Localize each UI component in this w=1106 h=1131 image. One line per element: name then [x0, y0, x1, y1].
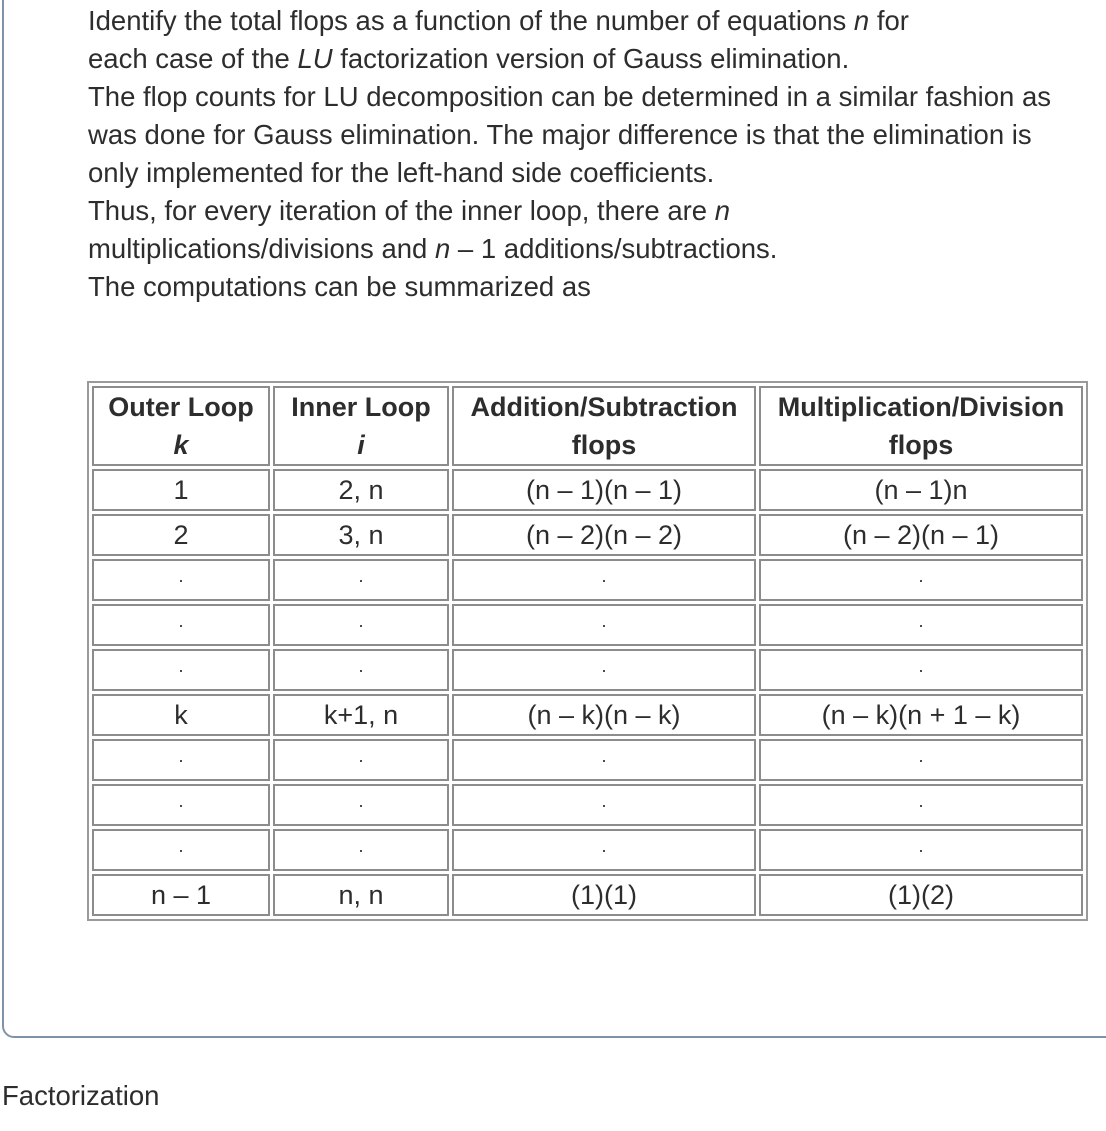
table-row [92, 874, 1083, 916]
question-line2: each case of the [88, 43, 298, 74]
table-cell: · [92, 649, 270, 691]
table-cell: · [92, 739, 270, 781]
table-cell: 2 [92, 514, 270, 556]
table-cell: 2, n [273, 469, 449, 511]
table-row [92, 784, 1083, 826]
var-n: n [434, 233, 451, 264]
table-cell: · [273, 604, 449, 646]
table-cell: · [273, 829, 449, 871]
question-line2-end: factorization version of Gauss elimination. [332, 43, 850, 74]
table-cell: (n – 1)(n – 1) [452, 469, 756, 511]
table-cell: · [759, 739, 1083, 781]
section-label: Factorization [2, 1080, 160, 1111]
table-cell: · [273, 784, 449, 826]
table-cell: · [452, 784, 756, 826]
flops-table [87, 381, 1088, 921]
header-outer-loop: Outer Loop k [92, 386, 270, 466]
table-cell: · [759, 784, 1083, 826]
table-cell: (n – 1)n [759, 469, 1083, 511]
table-row [92, 694, 1083, 736]
table-row [92, 739, 1083, 781]
var-lu: LU [297, 43, 333, 74]
question-line1: Identify the total flops as a function of the number of equations [88, 5, 854, 36]
table-row [92, 514, 1083, 556]
table-cell: n – 1 [92, 874, 270, 916]
explanation-p2-start: Thus, for every iteration of the inner loop, there are [88, 195, 715, 226]
table-cell: n, n [273, 874, 449, 916]
table-cell: · [759, 559, 1083, 601]
header-addition-subtraction: Addition/Subtraction flops [452, 386, 756, 466]
solution-content [88, 2, 1078, 306]
table-cell: · [452, 559, 756, 601]
table-cell: · [759, 604, 1083, 646]
table-header-row [92, 386, 1083, 466]
table-cell: 1 [92, 469, 270, 511]
table-cell: k+1, n [273, 694, 449, 736]
table-cell: 3, n [273, 514, 449, 556]
table-cell: · [273, 559, 449, 601]
table-row [92, 604, 1083, 646]
table-cell: (n – 2)(n – 1) [759, 514, 1083, 556]
table-cell: · [452, 604, 756, 646]
table-row [92, 649, 1083, 691]
table-cell: · [452, 649, 756, 691]
table-row [92, 829, 1083, 871]
flops-table-wrapper [87, 381, 1088, 921]
table-cell: (n – 2)(n – 2) [452, 514, 756, 556]
table-cell: · [92, 559, 270, 601]
header-inner-loop: Inner Loop i [273, 386, 449, 466]
question-line1-end: for [869, 5, 909, 36]
table-cell: · [759, 649, 1083, 691]
explanation-paragraph-3: The computations can be summarized as [88, 271, 591, 302]
table-cell: (1)(2) [759, 874, 1083, 916]
table-cell: · [273, 739, 449, 781]
table-row [92, 469, 1083, 511]
explanation-paragraph-2 [88, 192, 1078, 268]
table-cell: · [92, 604, 270, 646]
table-body [92, 469, 1083, 916]
table-cell: · [92, 829, 270, 871]
header-multiplication-division: Multiplication/Division flops [759, 386, 1083, 466]
explanation-p2-end: – 1 additions/subtractions. [450, 233, 778, 264]
var-n: n [714, 195, 731, 226]
table-cell: · [759, 829, 1083, 871]
explanation-paragraph-1: The flop counts for LU decomposition can be determined in a similar fashion as was done for Gauss elimination. The major difference is that the elimination is only implemented for the left-hand side coefficients. [88, 81, 1052, 188]
table-row [92, 559, 1083, 601]
table-cell: · [452, 829, 756, 871]
table-cell: (n – k)(n + 1 – k) [759, 694, 1083, 736]
question-text [88, 2, 1078, 78]
table-cell: · [452, 739, 756, 781]
table-cell: · [273, 649, 449, 691]
table-cell: (1)(1) [452, 874, 756, 916]
explanation-p2-middle: multiplications/divisions and [88, 233, 435, 264]
table-cell: (n – k)(n – k) [452, 694, 756, 736]
table-cell: k [92, 694, 270, 736]
var-n: n [853, 5, 870, 36]
table-cell: · [92, 784, 270, 826]
